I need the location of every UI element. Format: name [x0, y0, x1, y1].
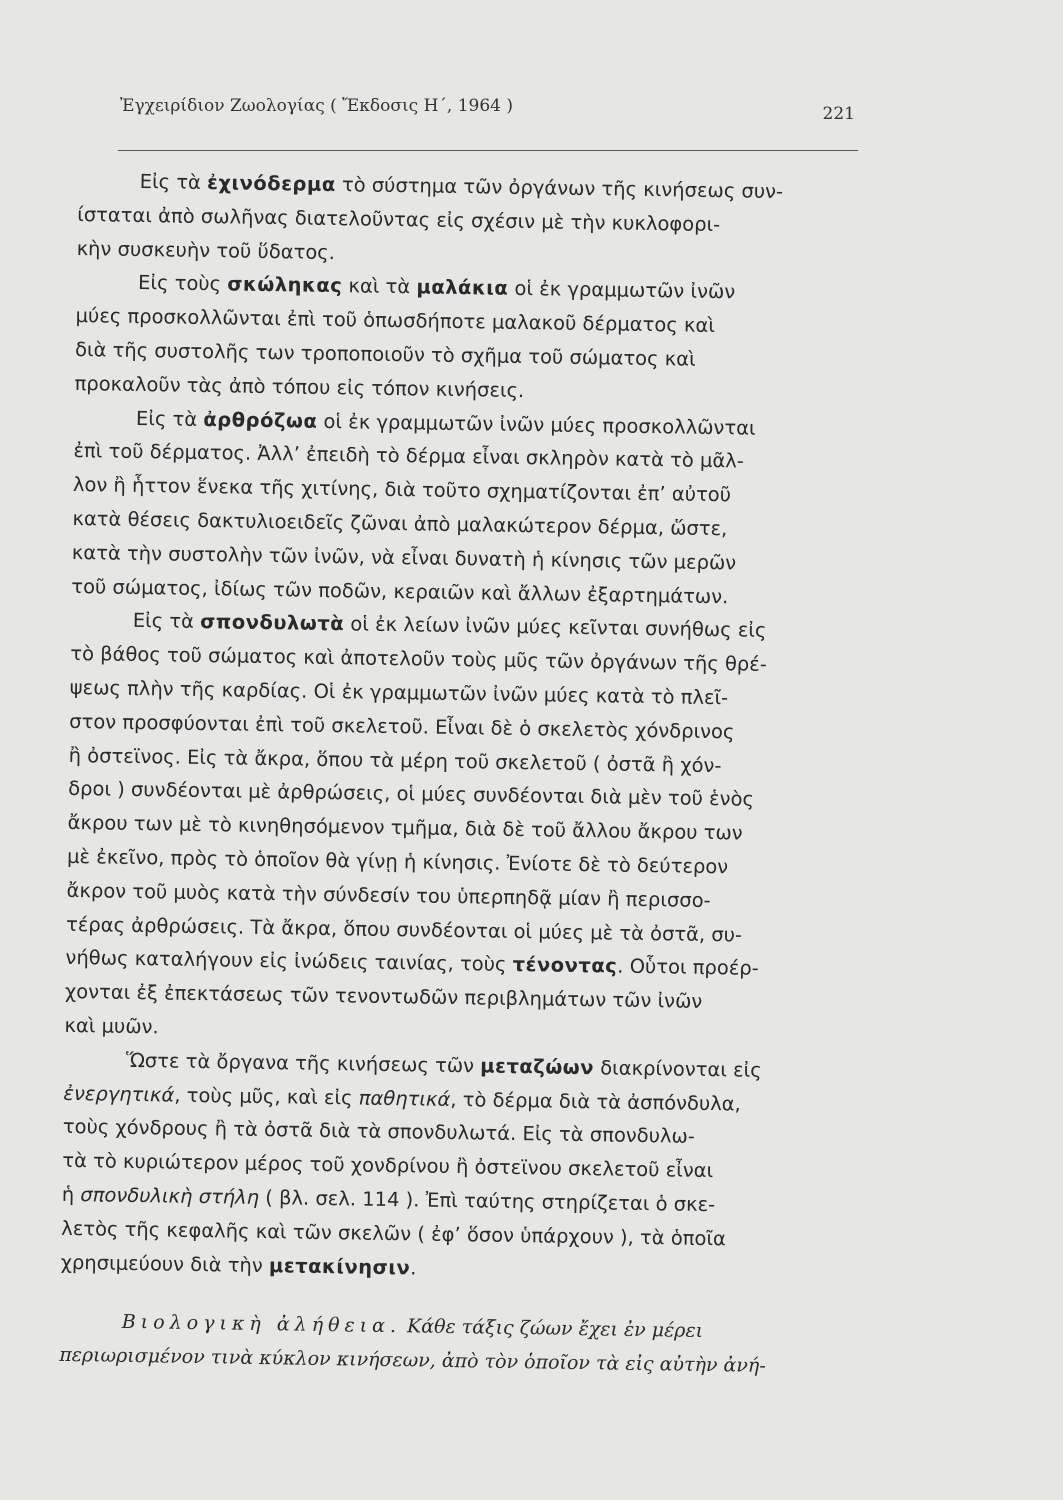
term-locomotion: μετακίνησιν: [268, 1253, 411, 1279]
page-number: 221: [822, 104, 855, 124]
biological-truth-note: Βιολογικὴ ἀλήθεια. Κάθε τάξις ζώων ἔχει ἐν μέρει περιωρισμένον τινὰ κύκλον κινήσεων, ἀπὸ τὸν ὁποῖον τὰ εἰς αὐτὴν ἀνή-: [59, 1311, 766, 1378]
term-arthropods: ἀρθρόζωα: [203, 407, 318, 433]
paragraph-worms-molluscs: Εἰς τοὺς σκώληκας καὶ τὰ μαλάκια οἱ ἐκ γραμμωτῶν ἰνῶν μύες προσκολλῶνται ἐπὶ τοῦ ὁπωσδήποτε μαλακοῦ δέρματος καὶ διὰ τῆς συστολῆς των τροποποιοῦν τὸ σχῆμα τοῦ σώματος καὶ προκαλοῦν τὰς ἀπὸ τόπου εἰς τόπον κινήσεις.: [74, 271, 736, 402]
term-metazoa: μεταζώων: [480, 1054, 595, 1079]
term-active: ἐνεργητικά: [63, 1081, 175, 1107]
book-title: Ἐγχειρίδιον Ζωολογίας ( Ἔκδοσις Η΄, 1964 ): [120, 96, 514, 116]
term-vertebrates: σπονδυλωτὰ: [200, 610, 345, 636]
term-passive: παθητικά: [358, 1086, 451, 1111]
paragraph-echinoderms: Εἰς τὰ ἐχινόδερμα τὸ σύστημα τῶν ὀργάνων τῆς κινήσεως συν- ίσταται ἀπὸ σωλῆνας διατελοῦντας εἰς σχέσιν μὲ τὴν κυκλοφορι- κὴν συσκευὴν τοῦ ὕδατος.: [76, 169, 784, 264]
body-text: [59, 164, 858, 1385]
term-tendons: τένοντας: [512, 953, 618, 978]
term-worms: σκώληκας: [227, 272, 343, 298]
term-molluscs: μαλάκια: [416, 275, 509, 301]
term-echinoderms: ἐχινόδερμα: [206, 171, 336, 197]
biological-truth-heading: Βιολογικὴ ἀλήθεια.: [121, 1311, 402, 1338]
paragraph-arthropods: Εἰς τὰ ἀρθρόζωα οἱ ἐκ γραμμωτῶν ἰνῶν μύες προσκολλῶνται ἐπὶ τοῦ δέρματος. Ἀλλ’ ἐπειδὴ τὸ δέρμα εἶναι σκληρὸν κατὰ τὸ μᾶλ- λον ἢ ἧττον ἕνεκα τῆς χιτίνης, διὰ τοῦτο σχηματίζονται ἐπ’ αὐτοῦ κατὰ θέσεις δακτυλιοειδεῖς ζῶναι ἀπὸ μαλακώτερον δέρμα, ὥστε, κατὰ τὴν συστολὴν τῶν ἰνῶν, νὰ εἶναι δυνατὴ ἡ κίνησις τῶν μερῶν τοῦ σώματος, ἰδίως τῶν ποδῶν, κεραιῶν καὶ ἄλλων ἐξαρτημάτων.: [71, 406, 756, 608]
paragraph-vertebrates: Εἰς τὰ σπονδυλωτὰ οἱ ἐκ λείων ἰνῶν μύες κεῖνται συνήθως εἰς τὸ βάθος τοῦ σώματος καὶ ἀποτελοῦν τοὺς μῦς τῶν ὀργάνων τῆς θρέ- ψεως πλὴν τῆς καρδίας. Οἱ ἐκ γραμμωτῶν ἰνῶν μύες κατὰ τὸ πλεῖ- στον προσφύονται ἐπὶ τοῦ σκελετοῦ. Εἶναι δὲ ὁ σκελετὸς χόνδρινος ἢ ὀστεϊνος. Εἰς τὰ ἄκρα, ὅπου τὰ μέρη τοῦ σκελετοῦ ( ὀστᾶ ἢ χόν- δροι ) συνδέονται μὲ ἀρθρώσεις, οἱ μύες συνδέονται διὰ μὲν τοῦ ἑνὸς ἄκρου των μὲ τὸ κινηθησόμενον τμῆμα, διὰ δὲ τοῦ ἄλλου ἄκρου των μὲ ἐκεῖνο, πρὸς τὸ ὁποῖον θὰ γίνῃ ἡ κίνησις. Ἐνίοτε δὲ τὸ δεύτερον ἄκρον τοῦ μυὸς κατὰ τὴν σύνδεσίν του ὑπερπηδᾷ μίαν ἢ περισσο- τέρας ἀρθρώσεις. Τὰ ἄκρα, ὅπου συνδέονται οἱ μύες μὲ τὰ ὀστᾶ, συ- νήθως καταλήγουν εἰς ἰνώδεις ταινίας, τοὺς τένοντας. Οὗτοι προέρ- χονται ἐξ ἐπεκτάσεως τῶν τενοντωδῶν περιβλημάτων τῶν ἰνῶν καὶ μυῶν.: [64, 609, 768, 1039]
paragraph-summary: Ὥστε τὰ ὄργανα τῆς κινήσεως τῶν μεταζώων διακρίνονται εἰς ἐνεργητικά, τοὺς μῦς, καὶ εἰς παθητικά, τὸ δέρμα διὰ τὰ ἀσπόνδυλα, τοὺς χόνδρους ἢ τὰ ὀστᾶ διὰ τὰ σπονδυλωτά. Εἰς τὰ σπονδυλω- τὰ τὸ κυριώτερον μέρος τοῦ χονδρίνου ἢ ὀστεϊνου σκελετοῦ εἶναι ἡ σπονδυλικὴ στήλη ( βλ. σελ. 114 ). Ἐπὶ ταύτης στηρίζεται ὁ σκε- λετὸς τῆς κεφαλῆς καὶ τῶν σκελῶν ( ἐφ’ ὅσον ὑπάρχουν ), τὰ ὁποῖα χρησιμεύουν διὰ τὴν μετακίνησιν.: [60, 1048, 762, 1279]
header-rule: [118, 150, 858, 151]
term-spinal-column: σπονδυλικὴ στήλη: [80, 1183, 260, 1209]
